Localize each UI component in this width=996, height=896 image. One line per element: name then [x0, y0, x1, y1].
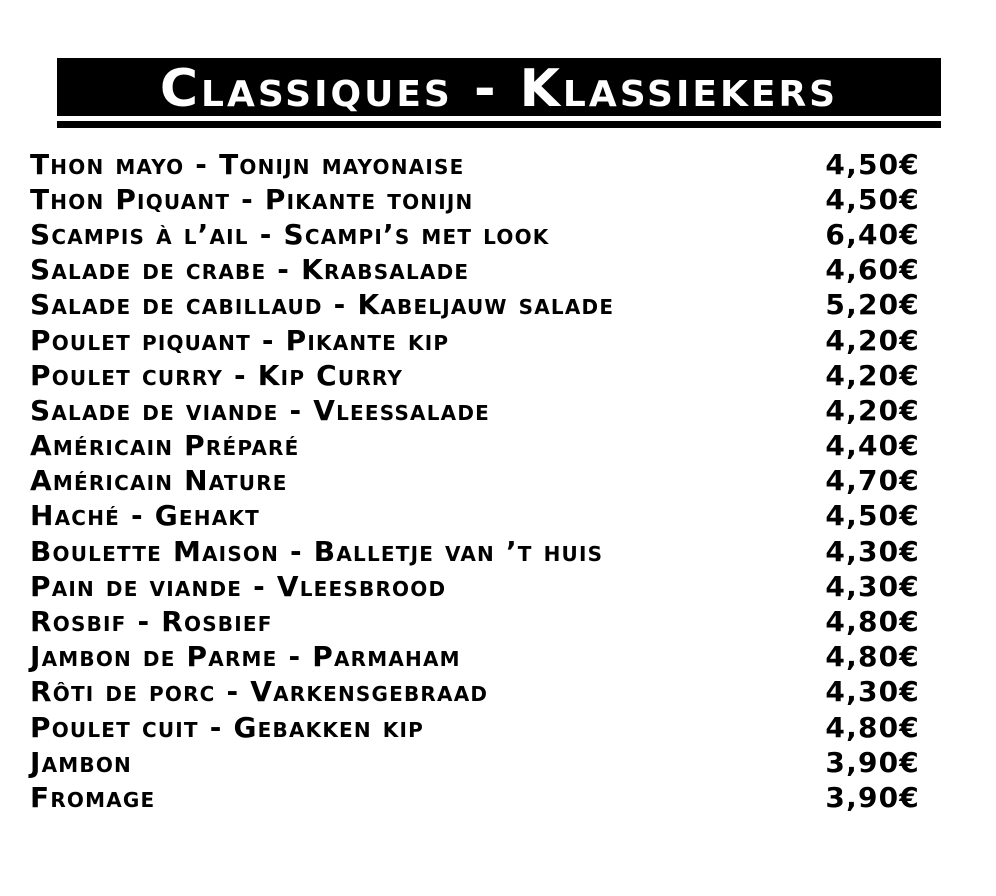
menu-title: Classiques - Klassiekers	[159, 59, 839, 119]
menu-item	[30, 393, 920, 428]
menu-item	[30, 182, 920, 217]
menu-item-price: 5,20€	[825, 288, 920, 322]
menu-item	[30, 217, 920, 252]
menu-item-name: Rôti de porc - Varkensgebraad	[30, 675, 489, 709]
menu-item-price: 4,50€	[825, 182, 920, 216]
menu-item-price: 4,20€	[825, 393, 920, 427]
menu-item-price: 4,30€	[825, 534, 920, 568]
menu-item-name: Rosbif - Rosbief	[30, 605, 273, 639]
menu-item	[30, 640, 920, 675]
menu-item-price: 4,80€	[825, 605, 920, 639]
menu-item-name: Salade de viande - Vleessalade	[30, 393, 491, 427]
menu-item-name: Salade de crabe - Krabsalade	[30, 253, 470, 287]
menu-item-price: 4,80€	[825, 640, 920, 674]
menu-item	[30, 534, 920, 569]
menu-item-name: Thon mayo - Tonijn mayonaise	[30, 147, 465, 181]
menu-item-price: 6,40€	[825, 217, 920, 251]
menu-item-name: Poulet curry - Kip Curry	[30, 358, 404, 392]
menu-item	[30, 464, 920, 499]
menu-item-price: 4,50€	[825, 147, 920, 181]
menu-item	[30, 710, 920, 745]
menu-item	[30, 288, 920, 323]
menu-title-banner	[57, 58, 941, 119]
menu-item-name: Scampis à l’ail - Scampi’s met look	[30, 217, 550, 251]
menu-item-price: 4,30€	[825, 569, 920, 603]
menu-item-name: Thon Piquant - Pikante tonijn	[30, 182, 474, 216]
menu-item	[30, 253, 920, 288]
menu-item-name: Pain de viande - Vleesbrood	[30, 569, 447, 603]
menu-item-name: Fromage	[30, 780, 156, 814]
menu-item-name: Poulet piquant - Pikante kip	[30, 323, 450, 357]
menu-item-name: Boulette Maison - Balletje van ’t huis	[30, 534, 604, 568]
menu-item	[30, 604, 920, 639]
menu-item-price: 4,80€	[825, 710, 920, 744]
menu-item-price: 4,30€	[825, 675, 920, 709]
menu-item-price: 3,90€	[825, 780, 920, 814]
menu-item-name: Américain Nature	[30, 464, 288, 498]
menu-item	[30, 429, 920, 464]
menu-item-price: 4,20€	[825, 323, 920, 357]
menu-item-price: 3,90€	[825, 745, 920, 779]
menu-item-name: Jambon	[30, 745, 132, 779]
menu-item	[30, 499, 920, 534]
menu-item	[30, 675, 920, 710]
menu-item-name: Poulet cuit - Gebakken kip	[30, 710, 424, 744]
menu-item-price: 4,70€	[825, 464, 920, 498]
menu-item	[30, 745, 920, 780]
menu-item	[30, 780, 920, 815]
menu-item	[30, 569, 920, 604]
menu-item-name: Américain Préparé	[30, 429, 300, 463]
menu-item-price: 4,50€	[825, 499, 920, 533]
menu-item-name: Salade de cabillaud - Kabeljauw salade	[30, 288, 615, 322]
menu-item	[30, 323, 920, 358]
menu-item-name: Haché - Gehakt	[30, 499, 260, 533]
menu-item-name: Jambon de Parme - Parmaham	[30, 640, 461, 674]
menu-item	[30, 358, 920, 393]
menu-item-price: 4,20€	[825, 358, 920, 392]
menu-item	[30, 147, 920, 182]
menu-item-price: 4,40€	[825, 429, 920, 463]
menu-item-price: 4,60€	[825, 253, 920, 287]
menu-item-list	[30, 147, 920, 816]
title-underline-rule	[57, 121, 941, 128]
